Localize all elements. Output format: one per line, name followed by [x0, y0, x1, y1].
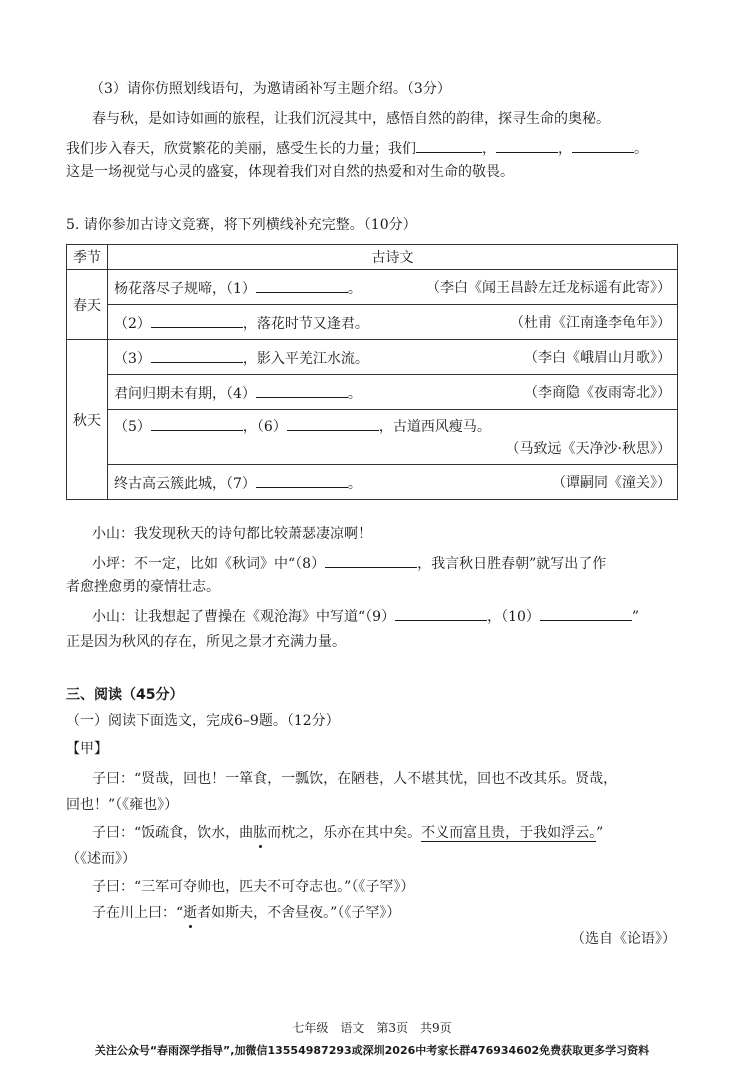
q3-blank-1[interactable]: [416, 137, 482, 153]
header-season: 季节: [67, 245, 108, 270]
page-footer: 七年级 语文 第3页 共9页: [292, 1021, 452, 1035]
dialogue-3-close: ”: [631, 609, 640, 625]
blank-6[interactable]: [287, 415, 379, 431]
row3-text: ，影入平羌江水流。: [242, 350, 369, 367]
source-citation: （选自《论语》）: [571, 931, 676, 947]
comma: ，: [482, 141, 496, 157]
q3-blank-3[interactable]: [572, 137, 634, 153]
passage-3: 子曰：“三军可夺帅也，匹夫不可夺志也。”（《子罕》）: [92, 879, 415, 895]
row2-text: ，落花时节又逢君。: [242, 315, 369, 332]
q3-prompt: （3）请你仿照划线语句，为邀请函补写主题介绍。（3分）: [90, 81, 451, 97]
passage-1-line1: 子曰：“贤哉，回也！一箪食，一瓢饮，在陋巷，人不堪其忧，回也不改其乐。贤哉，: [92, 771, 618, 787]
table-row: [108, 340, 678, 375]
q3-blank-2[interactable]: [496, 137, 558, 153]
passage-2-text: 子曰：“饭疏食，饮水，曲: [92, 825, 254, 841]
underlined-sentence: 不义而富且贵，于我如浮云。: [421, 825, 597, 841]
comma: ，: [558, 141, 572, 157]
table-row: [108, 305, 678, 340]
passage-4: [92, 903, 400, 923]
blank-3[interactable]: [151, 347, 243, 363]
row4-end: 。: [347, 385, 362, 402]
row1-end: 。: [347, 280, 362, 297]
q3-line2-text: 我们步入春天，欣赏繁花的美丽，感受生长的力量；我们: [66, 141, 416, 157]
passage-2-line1: [92, 823, 603, 843]
table-row: [108, 465, 678, 500]
row1-source: （李白《闻王昌龄左迁龙标遥有此寄》）: [426, 280, 671, 296]
row3-label: （3）: [114, 350, 151, 367]
dialogue-2: [92, 552, 606, 574]
dialogue-2-cont: 者愈挫愈勇的豪情壮志。: [66, 579, 220, 595]
header-poem: 古诗文: [108, 245, 678, 270]
emphasis-char-text: 逝: [183, 905, 198, 921]
row4-source: （李商隐《夜雨寄北》）: [524, 385, 671, 401]
dialogue-3-cont: 正是因为秋风的存在，所见之景才充满力量。: [66, 634, 346, 650]
row6-source: （谭嗣同《潼关》）: [552, 475, 671, 491]
blank-4[interactable]: [256, 382, 348, 398]
emphasis-char: [183, 905, 197, 921]
dialogue-1: 小山：我发现秋天的诗句都比较萧瑟凄凉啊！: [92, 526, 372, 542]
table-row: [108, 270, 678, 305]
period: 。: [634, 141, 648, 157]
passage-4-text-b: 者如斯夫，不舍昼夜。”（《子罕》）: [197, 905, 401, 921]
blank-1[interactable]: [256, 277, 348, 293]
q3-text-line2: [66, 137, 648, 159]
q3-text-line1: 春与秋，是如诗如画的旅程，让我们沉浸其中，感悟自然的韵律，探寻生命的奥秘。: [92, 111, 610, 127]
blank-2[interactable]: [151, 312, 243, 328]
table-row: [108, 375, 678, 410]
poetry-table: [66, 244, 678, 500]
section-heading: 三、阅读（45分）: [66, 687, 184, 703]
row2-source: （杜甫《江南逢李龟年》）: [510, 315, 671, 331]
emphasis-char-text: 肱: [253, 825, 268, 841]
dialogue-2-text: 小坪：不一定，比如《秋词》中“（8）: [92, 556, 326, 572]
row5-source: （马致远《天净沙·秋思》）: [505, 440, 671, 457]
season-spring: 春天: [67, 270, 108, 340]
emphasis-char: [253, 825, 267, 841]
blank-10[interactable]: [540, 605, 632, 621]
emphasis-dot: [259, 845, 262, 848]
season-autumn: 秋天: [67, 340, 108, 500]
row4-text: 君问归期未有期，（4）: [114, 385, 256, 402]
passage-2-line2: （《述而》）: [66, 851, 136, 867]
row6-text: 终古高云簇此城，（7）: [114, 475, 256, 492]
dialogue-3-label-10: ，（10）: [487, 609, 540, 625]
row6-end: 。: [347, 475, 362, 492]
passage-4-text: 子在川上曰：“: [92, 905, 184, 921]
label-jia: 【甲】: [66, 741, 108, 757]
table-row: [108, 410, 678, 465]
row1-text: 杨花落尽子规啼，（1）: [114, 280, 256, 297]
q3-text-line3: 这是一场视觉与心灵的盛宴，体现着我们对自然的热爱和对生命的敬畏。: [66, 164, 514, 180]
blank-8[interactable]: [325, 552, 417, 568]
passage-2-close: ”: [596, 825, 604, 841]
emphasis-dot: [189, 925, 192, 928]
dialogue-3: [92, 605, 639, 627]
passage-1-line2: 回也！”（《雍也》）: [66, 797, 179, 813]
row2-label: （2）: [114, 315, 151, 332]
blank-7[interactable]: [256, 472, 348, 488]
blank-9[interactable]: [395, 605, 487, 621]
row5-text: ，古道西风瘦马。: [378, 418, 491, 435]
part1-heading: （一）阅读下面选文，完成6–9题。（12分）: [66, 713, 340, 729]
promo-notice: 关注公众号“春雨深学指导”,加微信13554987293或深圳2026中考家长群476934602免费获取更多学习资料: [94, 1044, 650, 1057]
dialogue-2-text-b: ，我言秋日胜春朝”就写出了作: [417, 556, 607, 572]
passage-2-text-b: 而枕之，乐亦在其中矣。: [267, 825, 422, 841]
row5-label-6: ，（6）: [242, 418, 287, 435]
row3-source: （李白《峨眉山月歌》）: [524, 350, 671, 366]
q5-title: 5. 请你参加古诗文竞赛，将下列横线补充完整。（10分）: [66, 217, 417, 233]
dialogue-3-text: 小山：让我想起了曹操在《观沧海》中写道“（9）: [92, 609, 396, 625]
row5-label: （5）: [114, 418, 151, 435]
blank-5[interactable]: [151, 415, 243, 431]
